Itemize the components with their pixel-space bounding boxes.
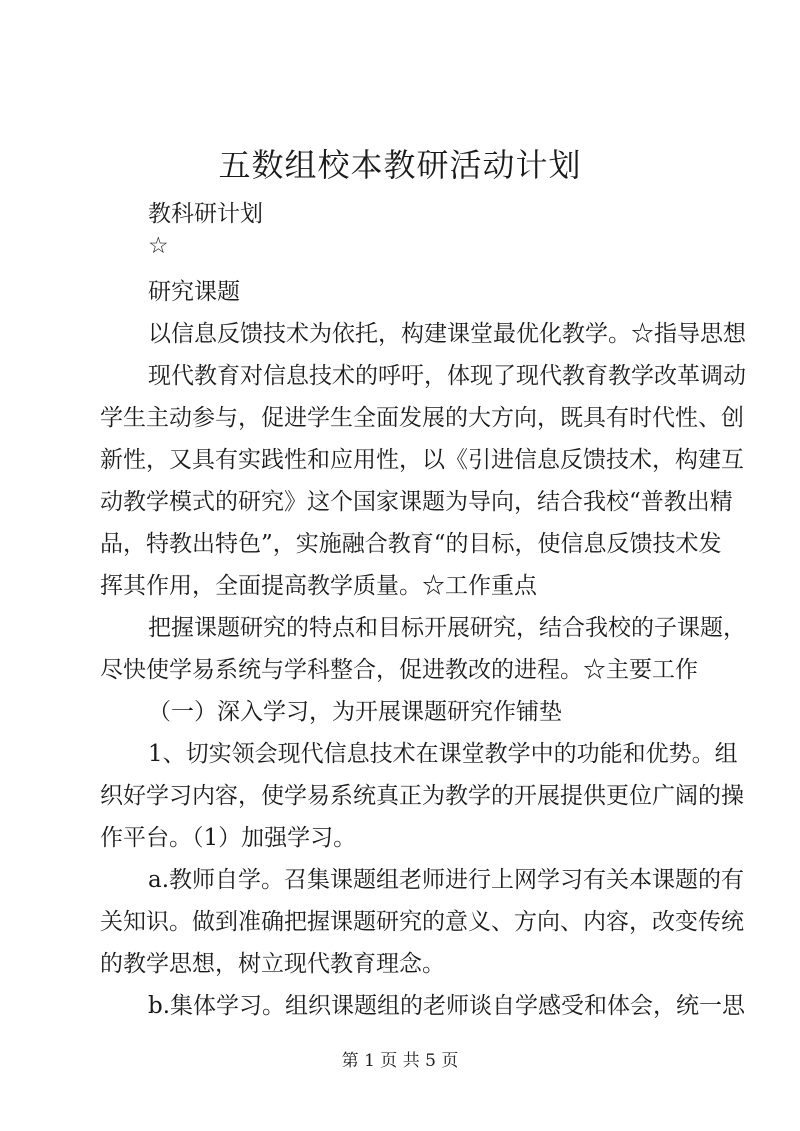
text-line: 作平台。（1）加强学习。 (100, 825, 357, 851)
page-number: 第 1 页 共 5 页 (341, 1051, 459, 1071)
text-line: 新性，又具有实践性和应用性，以《引进信息反馈技术，构建互 (100, 447, 744, 473)
text-line: 研究课题 (148, 279, 240, 305)
text-line: 现代教育对信息技术的呼吁，体现了现代教育教学改革调动 (148, 363, 746, 389)
text-line: b.集体学习。组织课题组的老师谈自学感受和体会，统一思 (148, 993, 746, 1019)
text-line: 关知识。做到准确把握课题研究的意义、方向、内容，改变传统 (100, 909, 744, 935)
text-line: 动教学模式的研究》这个国家课题为导向，结合我校“普教出精 (100, 489, 733, 515)
text-line: 的教学思想，树立现代教育理念。 (100, 951, 445, 977)
text-line: 把握课题研究的特点和目标开展研究，结合我校的子课题， (148, 615, 746, 641)
text-line: ☆ (148, 233, 169, 259)
text-line: 品，特教出特色”，实施融合教育“的目标，使信息反馈技术发 (100, 531, 722, 557)
text-line: 以信息反馈技术为依托，构建课堂最优化教学。☆指导思想 (148, 321, 746, 347)
text-line: 尽快使学易系统与学科整合，促进教改的进程。☆主要工作 (100, 657, 698, 683)
text-line: 教科研计划 (148, 201, 263, 227)
text-line: 织好学习内容，使学易系统真正为教学的开展提供更位广阔的操 (100, 783, 744, 809)
text-line: 学生主动参与，促进学生全面发展的大方向，既具有时代性、创 (100, 405, 744, 431)
text-line: （一）深入学习，为开展课题研究作铺垫 (148, 699, 562, 725)
text-line: a.教师自学。召集课题组老师进行上网学习有关本课题的有 (148, 867, 745, 893)
document-title: 五数组校本教研活动计划 (218, 146, 582, 184)
text-line: 挥其作用，全面提高教学质量。☆工作重点 (100, 573, 537, 599)
text-line: 1、切实领会现代信息技术在课堂教学中的功能和优势。组 (148, 741, 738, 767)
